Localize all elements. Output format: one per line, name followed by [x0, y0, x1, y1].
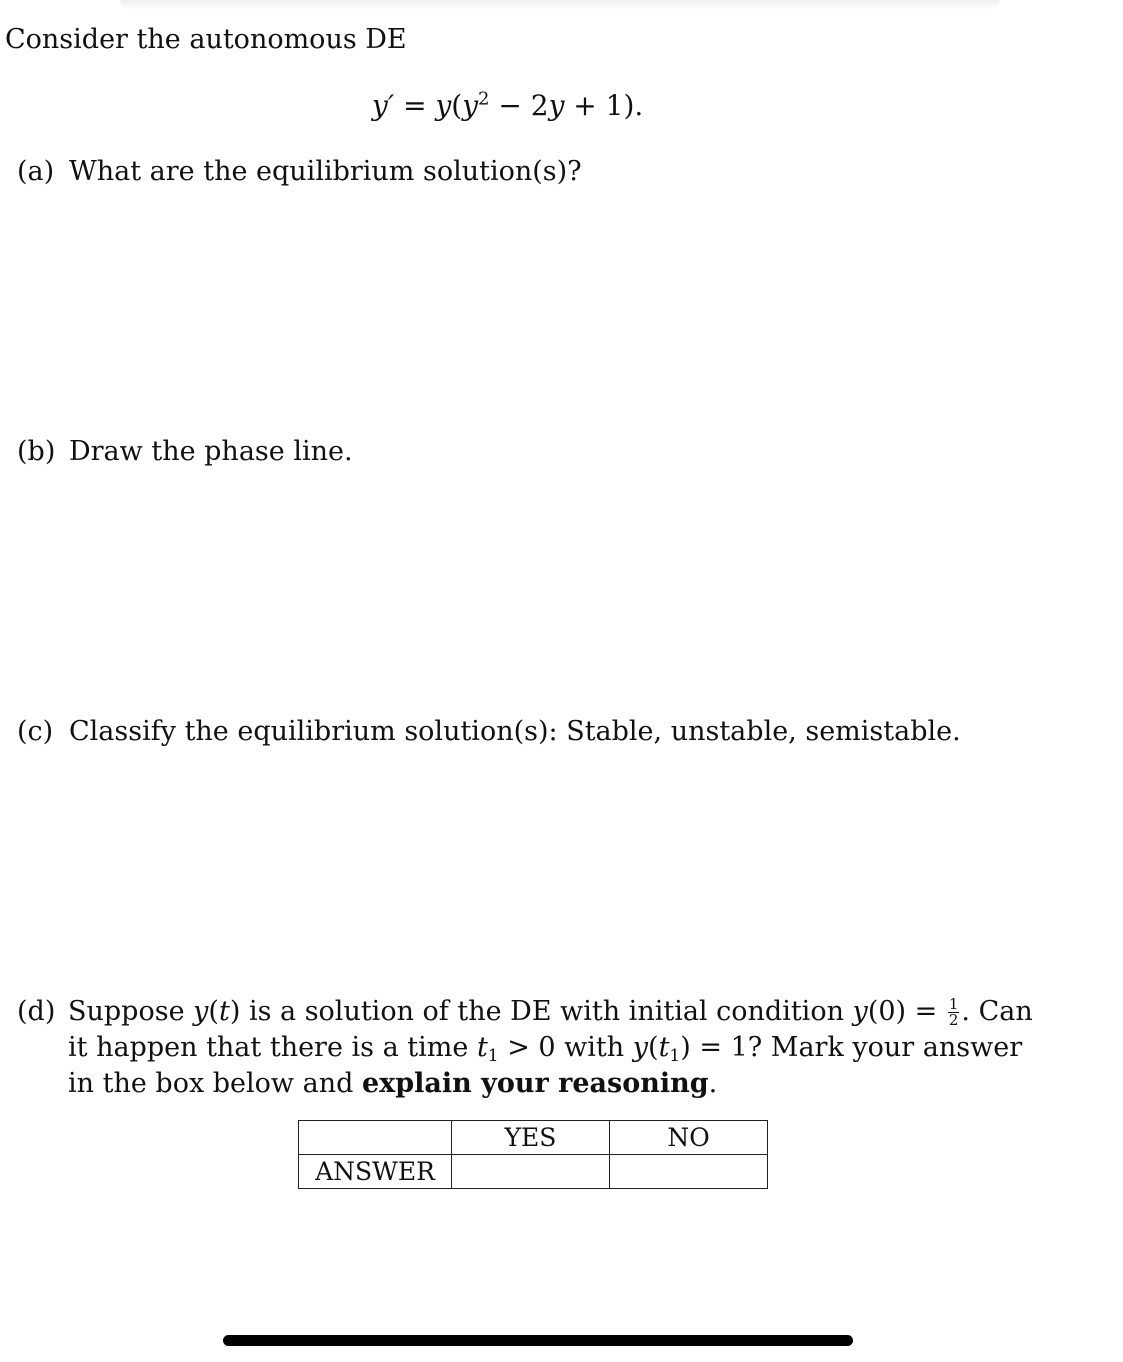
header-yes: YES	[452, 1121, 610, 1155]
d1-text-b: is a solution of the DE with initial condition	[240, 996, 853, 1027]
d1-math-t: t	[218, 996, 230, 1027]
d2-text-d: ) = 1? Mark your answer	[680, 1032, 1023, 1063]
eq-y3: y	[548, 89, 565, 122]
fraction-one-half	[948, 997, 960, 1028]
equation	[372, 86, 643, 126]
part-c	[17, 714, 961, 750]
answer-no-box[interactable]	[610, 1155, 768, 1189]
eq-y2: y	[462, 89, 479, 122]
part-c-label: (c)	[17, 716, 54, 747]
part-d-line-1	[68, 994, 1033, 1030]
part-d-label: (d)	[17, 996, 56, 1027]
d1-text-a: Suppose	[68, 996, 194, 1027]
eq-equals: =	[394, 89, 436, 122]
d2-text-a: it happen that there is a time	[68, 1032, 477, 1063]
home-indicator-bar[interactable]	[223, 1335, 853, 1346]
d3-text-b: .	[708, 1068, 718, 1099]
header-empty-cell	[299, 1121, 452, 1155]
d1-paren-open: (	[208, 996, 219, 1027]
d2-math-t2: t	[658, 1032, 670, 1063]
eq-plus: + 1).	[564, 89, 644, 122]
eq-exponent: 2	[478, 88, 490, 110]
part-b-label: (b)	[17, 436, 56, 467]
header-no: NO	[610, 1121, 768, 1155]
d2-text-b: > 0 with	[498, 1032, 633, 1063]
answer-table-header-row	[299, 1121, 768, 1155]
answer-table	[298, 1120, 768, 1189]
eq-lhs: y′	[372, 89, 395, 122]
part-b	[17, 434, 353, 470]
d3-text-a: in the box below and	[68, 1068, 362, 1099]
d2-math-t: t	[476, 1032, 488, 1063]
part-a	[17, 154, 582, 190]
eq-minus: − 2	[489, 89, 549, 122]
d2-subscript: 1	[487, 1046, 499, 1066]
eq-paren: (	[451, 89, 463, 122]
part-c-text: Classify the equilibrium solution(s): Stable, unstable, semistable.	[69, 716, 961, 747]
d2-paren: (	[648, 1032, 659, 1063]
top-shadow	[120, 0, 1000, 10]
part-d-line-3	[68, 1066, 717, 1102]
part-a-text: What are the equilibrium solution(s)?	[69, 156, 582, 187]
intro-text: Consider the autonomous DE	[5, 24, 407, 55]
fraction-denominator: 2	[948, 1011, 959, 1029]
d1-text-c: . Can	[961, 996, 1033, 1027]
d1-math-y0-rest: (0) =	[867, 996, 946, 1027]
part-a-label: (a)	[17, 156, 55, 187]
eq-y1: y	[435, 89, 452, 122]
fraction-numerator: 1	[948, 995, 959, 1013]
answer-table-row	[299, 1155, 768, 1189]
d1-math-y: y	[193, 996, 209, 1027]
d2-subscript-2: 1	[669, 1046, 681, 1066]
answer-label: ANSWER	[299, 1155, 452, 1189]
d1-paren-close: )	[229, 996, 241, 1027]
answer-yes-box[interactable]	[452, 1155, 610, 1189]
d3-bold-text: explain your reasoning	[361, 1068, 709, 1099]
d1-math-y0: y	[852, 996, 868, 1027]
d2-math-y: y	[632, 1032, 649, 1063]
part-b-text: Draw the phase line.	[69, 436, 353, 467]
